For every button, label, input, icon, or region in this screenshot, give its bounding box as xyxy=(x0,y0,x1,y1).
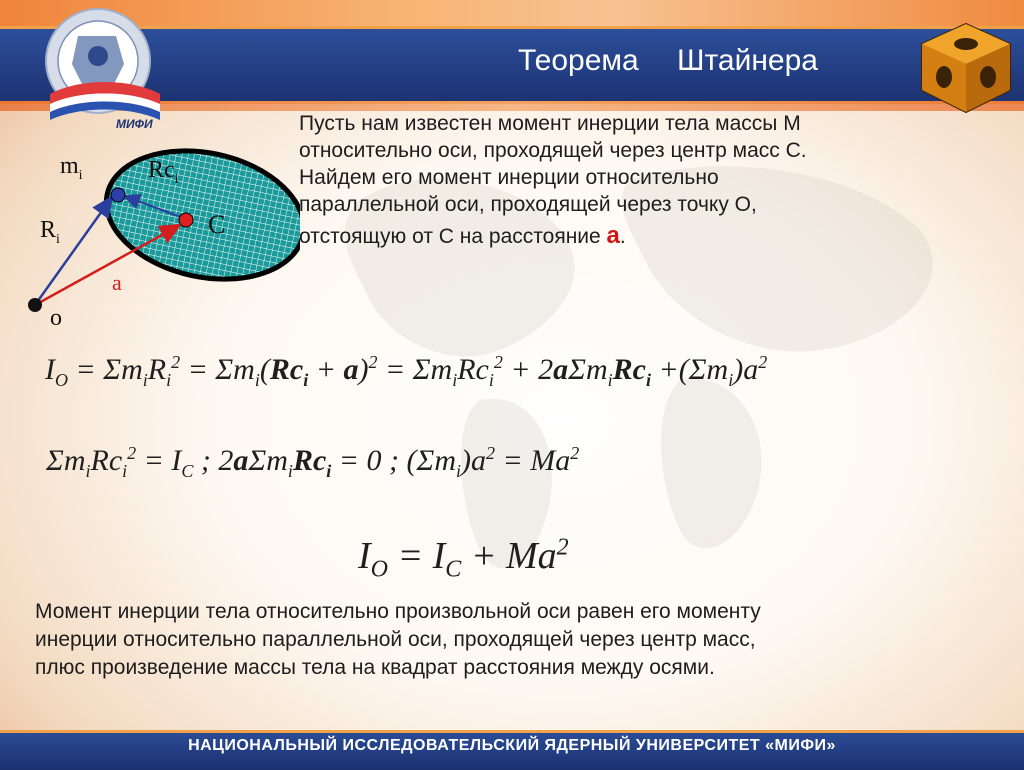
intro-last-suffix: . xyxy=(619,225,626,248)
intro-line: Пусть нам известен момент инерции тела массы М xyxy=(299,112,801,135)
vector-ri xyxy=(35,197,112,305)
intro-line: Найдем его момент инерции относительно xyxy=(299,166,719,189)
point-o xyxy=(28,298,42,312)
formula-term-evaluation: $\Sigma m_iRc_i^2 = I_C$ ; $2a\Sigma m_iRc_i = 0$ ; $(\Sigma m_i)a^2 = Ma^2$ xyxy=(46,443,580,481)
slide-title: Теорема Штайнера xyxy=(518,44,818,77)
steiner-diagram xyxy=(20,145,300,330)
label-o: o xyxy=(50,305,62,330)
cube-logo-icon xyxy=(916,20,1016,115)
distance-symbol: а xyxy=(606,222,620,249)
intro-line: параллельной оси, проходящей через точку О, xyxy=(299,193,757,216)
rigid-body-ellipse xyxy=(94,145,300,296)
label-mi: $m_i$ xyxy=(60,153,83,183)
conclusion-paragraph xyxy=(35,598,1020,682)
point-c xyxy=(179,213,193,227)
intro-line-last xyxy=(299,222,999,250)
conclusion-line: инерции относительно параллельной оси, проходящей через центр масс, xyxy=(35,628,756,651)
formula-steiner-expansion: $I_O = \Sigma m_iR_i^2 = \Sigma m_i(Rc_i + a)^2 = \Sigma m_iRc_i^2 + 2a\Sigma m_iRc_i +(\Sigma m_i)a^2$ xyxy=(45,352,768,390)
footer-university-name: НАЦИОНАЛЬНЫЙ ИССЛЕДОВАТЕЛЬСКИЙ ЯДЕРНЫЙ УНИВЕРСИТЕТ «МИФИ» xyxy=(188,737,836,754)
conclusion-line: плюс произведение массы тела на квадрат расстояния между осями. xyxy=(35,656,715,679)
intro-line: относительно оси, проходящей через центр масс С. xyxy=(299,139,807,162)
point-mi xyxy=(111,188,125,202)
label-ri: $R_i$ xyxy=(40,217,60,247)
intro-paragraph xyxy=(299,110,999,250)
logo-text: МИФИ xyxy=(116,117,153,131)
formula-steiner-result: $I_O = I_C + Ma^2$ xyxy=(358,534,569,583)
conclusion-line: Момент инерции тела относительно произвольной оси равен его моменту xyxy=(35,600,761,623)
label-c: C xyxy=(208,210,226,239)
label-rci: $Rc_i$ xyxy=(148,157,179,187)
mephi-logo xyxy=(20,6,180,131)
intro-last-prefix: отстоящую от С на расстояние xyxy=(299,225,607,248)
label-a: a xyxy=(112,270,122,295)
